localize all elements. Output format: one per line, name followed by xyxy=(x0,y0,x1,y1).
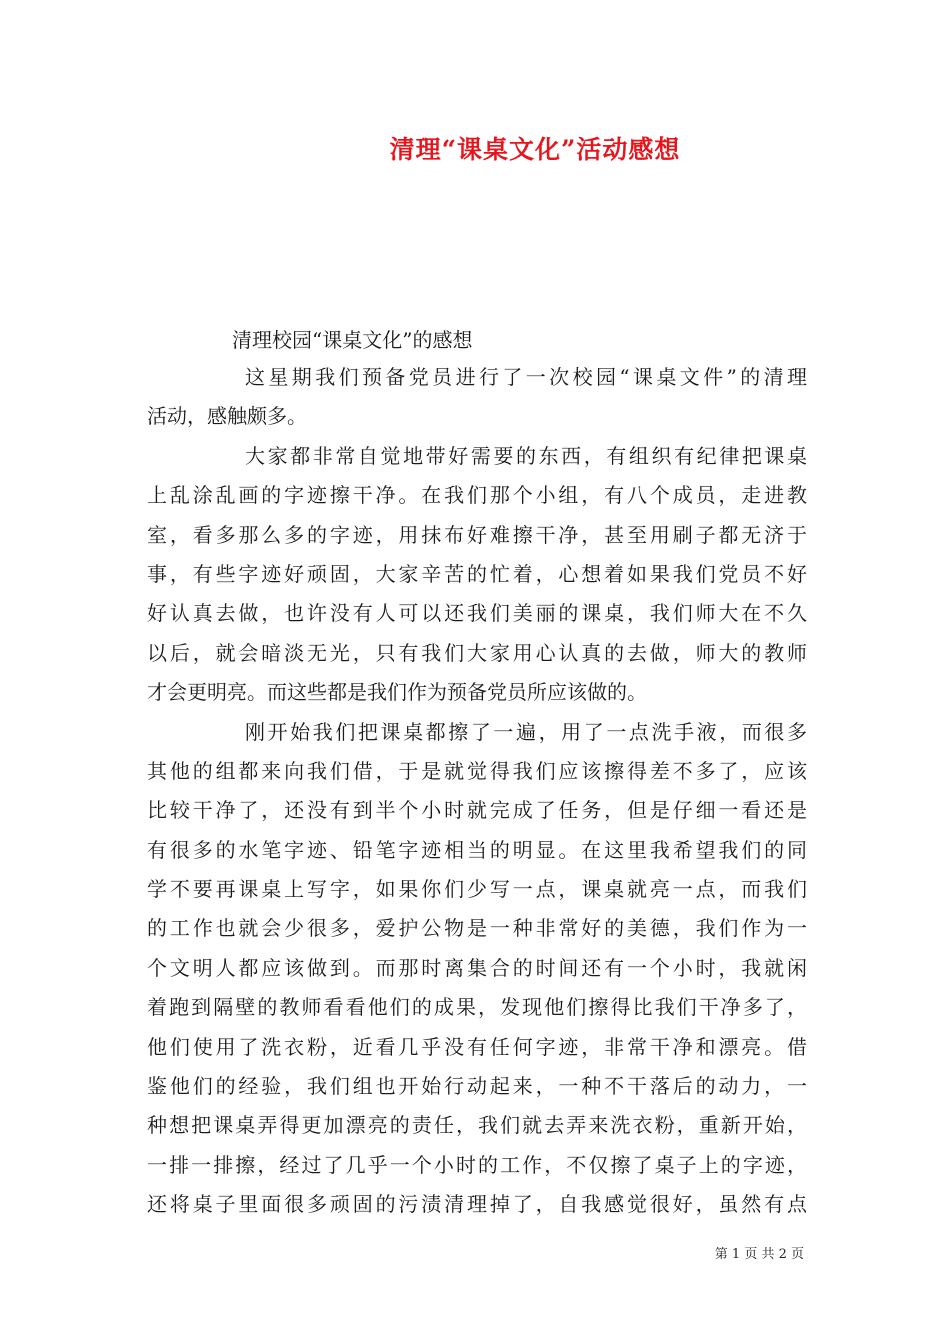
paragraph-line: 以后，就会暗淡无光，只有我们大家用心认真的去做，师大的教师 xyxy=(147,640,807,665)
paragraph-line: 室，看多那么多的字迹，用抹布好难擦干净，甚至用刷子都无济于 xyxy=(147,522,807,547)
paragraph-line: 个文明人都应该做到。而那时离集合的时间还有一个小时，我就闲 xyxy=(147,955,807,980)
paragraph-line: 有很多的水笔字迹、铅笔字迹相当的明显。在这里我希望我们的同 xyxy=(147,837,807,862)
document-body xyxy=(147,358,807,1225)
paragraph-line: 还将桌子里面很多顽固的污渍清理掉了，自我感觉很好，虽然有点 xyxy=(147,1192,807,1217)
paragraph-line: 种想把课桌弄得更加漂亮的责任，我们就去弄来洗衣粉，重新开始， xyxy=(147,1113,807,1138)
paragraph-line: 刚开始我们把课桌都擦了一遍，用了一点洗手液，而很多 xyxy=(245,719,807,744)
paragraph-line: 比较干净了，还没有到半个小时就完成了任务，但是仔细一看还是 xyxy=(147,798,807,823)
paragraph-line: 着跑到隔壁的教师看看他们的成果，发现他们擦得比我们干净多了， xyxy=(147,995,807,1020)
paragraph-line: 其他的组都来向我们借，于是就觉得我们应该擦得差不多了，应该 xyxy=(147,758,807,783)
paragraph-line: 的工作也就会少很多，爱护公物是一种非常好的美德，我们作为一 xyxy=(147,916,807,941)
paragraph-line: 才会更明亮。而这些都是我们作为预备党员所应该做的。 xyxy=(147,680,647,705)
paragraph-line: 活动，感触颇多。 xyxy=(147,404,307,429)
page-number: 第 1 页 共 2 页 xyxy=(714,1247,804,1262)
paragraph-line: 大家都非常自觉地带好需要的东西，有组织有纪律把课桌 xyxy=(245,443,807,468)
paragraph-line: 学不要再课桌上写字，如果你们少写一点，课桌就亮一点，而我们 xyxy=(147,877,807,902)
paragraph-line: 事，有些字迹好顽固，大家辛苦的忙着，心想着如果我们党员不好 xyxy=(147,561,807,586)
document-title: 清理“课桌文化”活动感想 xyxy=(389,135,681,164)
paragraph-line: 鉴他们的经验，我们组也开始行动起来，一种不干落后的动力，一 xyxy=(147,1074,807,1099)
paragraph-line: 这星期我们预备党员进行了一次校园“课桌文件”的清理 xyxy=(245,365,807,389)
paragraph-line: 他们使用了洗衣粉，近看几乎没有任何字迹，非常干净和漂亮。借 xyxy=(147,1034,807,1059)
paragraph-line: 上乱涂乱画的字迹擦干净。在我们那个小组，有八个成员，走进教 xyxy=(147,483,807,508)
paragraph-line: 一排一排擦，经过了几乎一个小时的工作，不仅擦了桌子上的字迹， xyxy=(147,1152,807,1177)
paragraph-line: 好认真去做，也许没有人可以还我们美丽的课桌，我们师大在不久 xyxy=(147,601,807,626)
document-subtitle: 清理校园“课桌文化”的感想 xyxy=(232,328,473,352)
